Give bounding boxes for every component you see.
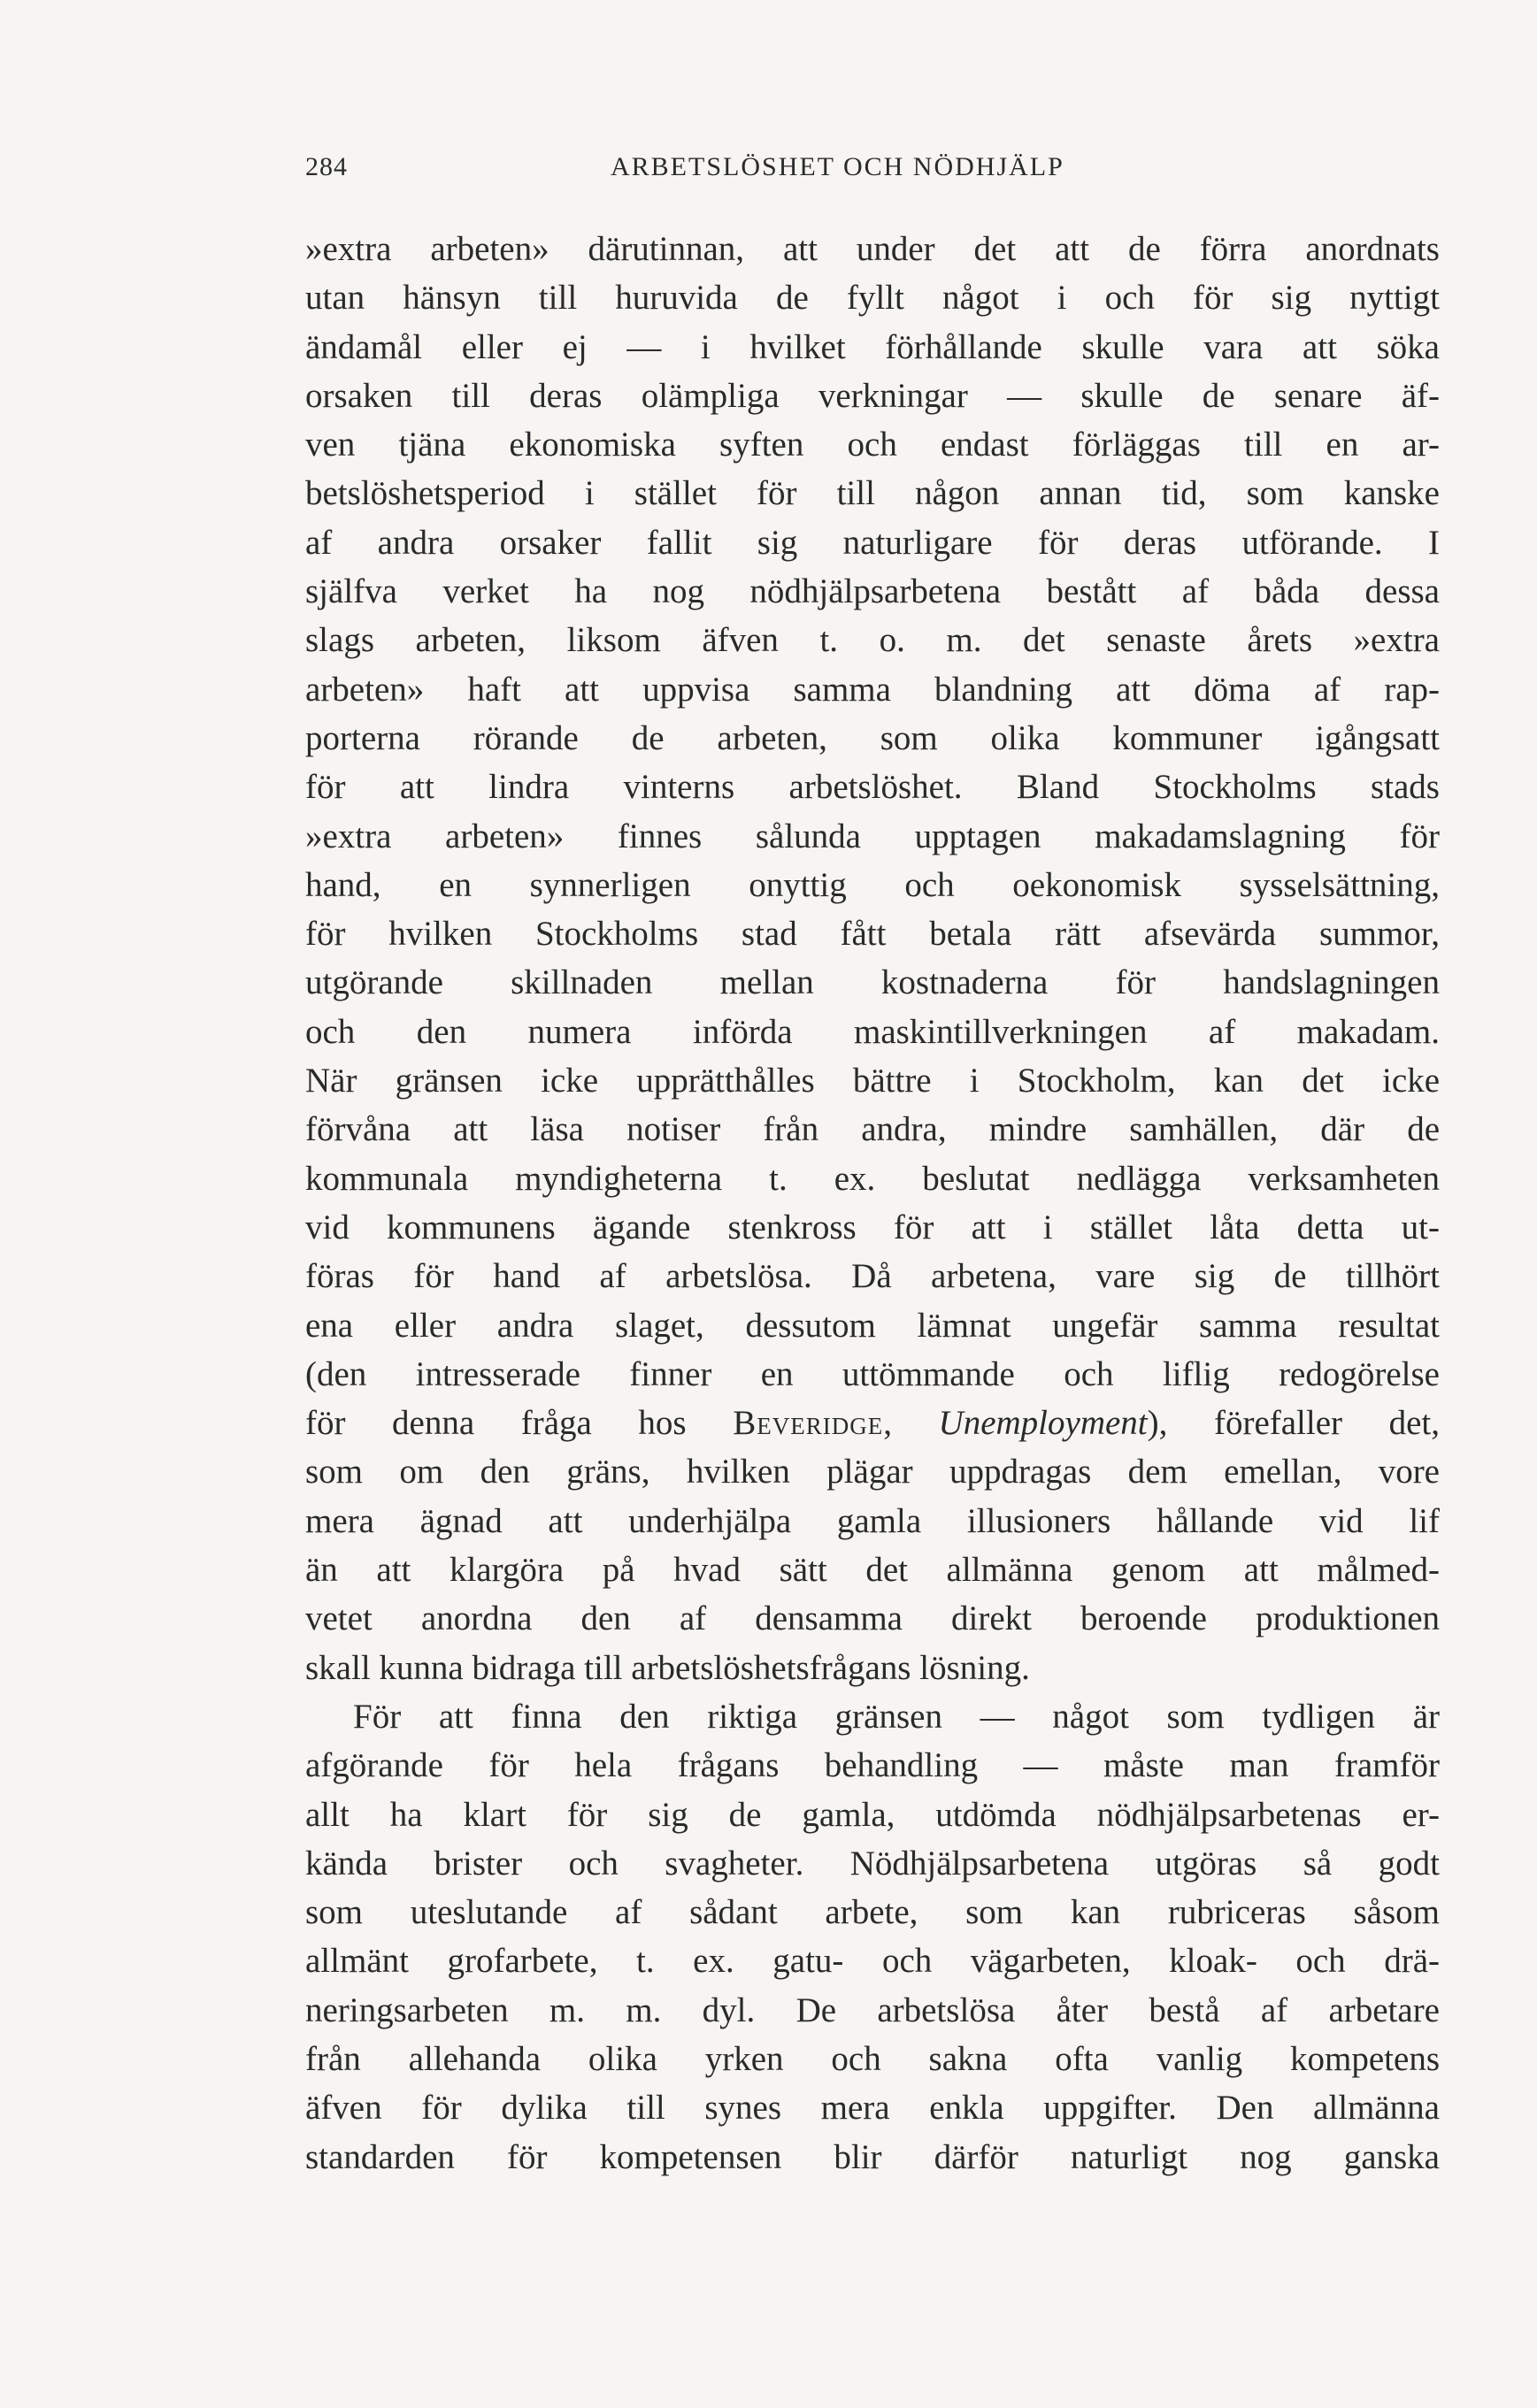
text-line: allmänt grofarbete, t. ex. gatu- och vägarbeten, kloak- och drä- [305,1942,1440,1981]
text-line: standarden för kompetensen blir därför naturligt nog ganska [305,2137,1440,2176]
text-line: från allehanda olika yrken och sakna ofta vanlig kompetens [305,2039,1440,2078]
text-line: orsaken till deras olämpliga verkningar — skulle de senare äf- [305,376,1440,415]
text-line: slags arbeten, liksom äfven t. o. m. det senaste årets »extra [305,621,1440,660]
text-line: porterna rörande de arbeten, som olika kommuner igångsatt [305,718,1440,757]
text-line: När gränsen icke upprätthålles bättre i Stockholm, kan det icke [305,1062,1440,1100]
text-line: betslöshetsperiod i stället för till någon annan tid, som kanske [305,474,1440,513]
text-line: neringsarbeten m. m. dyl. De arbetslösa åter bestå af arbetare [305,1990,1440,2029]
text-line: äfven för dylika till synes mera enkla uppgifter. Den allmänna [305,2089,1440,2128]
text-line: som om den gräns, hvilken plägar uppdragas dem emellan, vore [305,1453,1440,1492]
text-line: arbeten» haft att uppvisa samma blandning att döma af rap- [305,670,1440,709]
text-line: ändamål eller ej — i hvilket förhållande skulle vara att söka [305,327,1440,366]
text-line: som uteslutande af sådant arbete, som kan rubriceras såsom [305,1893,1440,1932]
text-line: än att klargöra på hvad sätt det allmänna genom att målmed- [305,1551,1440,1590]
text-line: (den intresserade finner en uttömmande och liflig redogörelse [305,1354,1440,1393]
text-line: vid kommunens ägande stenkross för att i stället låta detta ut- [305,1208,1440,1246]
author-name: Beveridge [733,1404,884,1443]
text-line: skall kunna bidraga till arbetslöshetsfrågans lösning. [305,1648,1030,1687]
text-line: »extra arbeten» därutinnan, att under det att de förra anordnats [305,230,1440,268]
book-title: Unemployment [938,1404,1148,1443]
body-text [305,225,1440,2182]
text-line: »extra arbeten» finnes sålunda upptagen makadamslagning för [305,817,1440,855]
text-segment: , [883,1404,939,1443]
text-line: själfva verket ha nog nödhjälpsarbetena bestått af båda dessa [305,572,1440,611]
text-line: kända brister och svagheter. Nödhjälpsarbetena utgöras så godt [305,1844,1440,1883]
text-line: afgörande för hela frågans behandling — måste man framför [305,1746,1440,1785]
text-line: utan hänsyn till huruvida de fyllt något i och för sig nyttigt [305,279,1440,318]
text-line: ven tjäna ekonomiska syften och endast förläggas till en ar- [305,426,1440,464]
text-line: vetet anordna den af densamma direkt beroende produktionen [305,1599,1440,1638]
text-line: för hvilken Stockholms stad fått betala rätt afsevärda summor, [305,915,1440,954]
page-header [305,152,1438,196]
text-line: förvåna att läsa notiser från andra, mindre samhällen, där de [305,1110,1440,1149]
page-number: 284 [305,152,348,181]
paragraph-start-line: För att finna den riktiga gränsen — något som tydligen är [353,1697,1440,1736]
text-segment: ), förefaller det, [1147,1404,1441,1443]
text-line: mera ägnad att underhjälpa gamla illusioners hållande vid lif [305,1501,1440,1540]
text-line: utgörande skillnaden mellan kostnaderna för handslagningen [305,963,1440,1002]
text-line: af andra orsaker fallit sig naturligare för deras utförande. I [305,523,1440,562]
text-line: ena eller andra slaget, dessutom lämnat ungefär samma resultat [305,1306,1440,1345]
text-line: kommunala myndigheterna t. ex. beslutat nedlägga verksamheten [305,1159,1440,1198]
text-line: föras för hand af arbetslösa. Då arbetena, vare sig de tillhört [305,1257,1440,1296]
text-line: allt ha klart för sig de gamla, utdömda nödhjälpsarbetenas er- [305,1795,1440,1834]
running-title: ARBETSLÖSHET OCH NÖDHJÄLP [611,152,1064,181]
text-line: för att lindra vinterns arbetslöshet. Bland Stockholms stads [305,768,1440,807]
text-line-citation [305,1399,1440,1447]
text-segment: för denna fråga hos [305,1404,734,1443]
text-line: hand, en synnerligen onyttig och oekonomisk sysselsättning, [305,865,1440,904]
text-line: och den numera införda maskintillverkningen af makadam. [305,1012,1440,1051]
